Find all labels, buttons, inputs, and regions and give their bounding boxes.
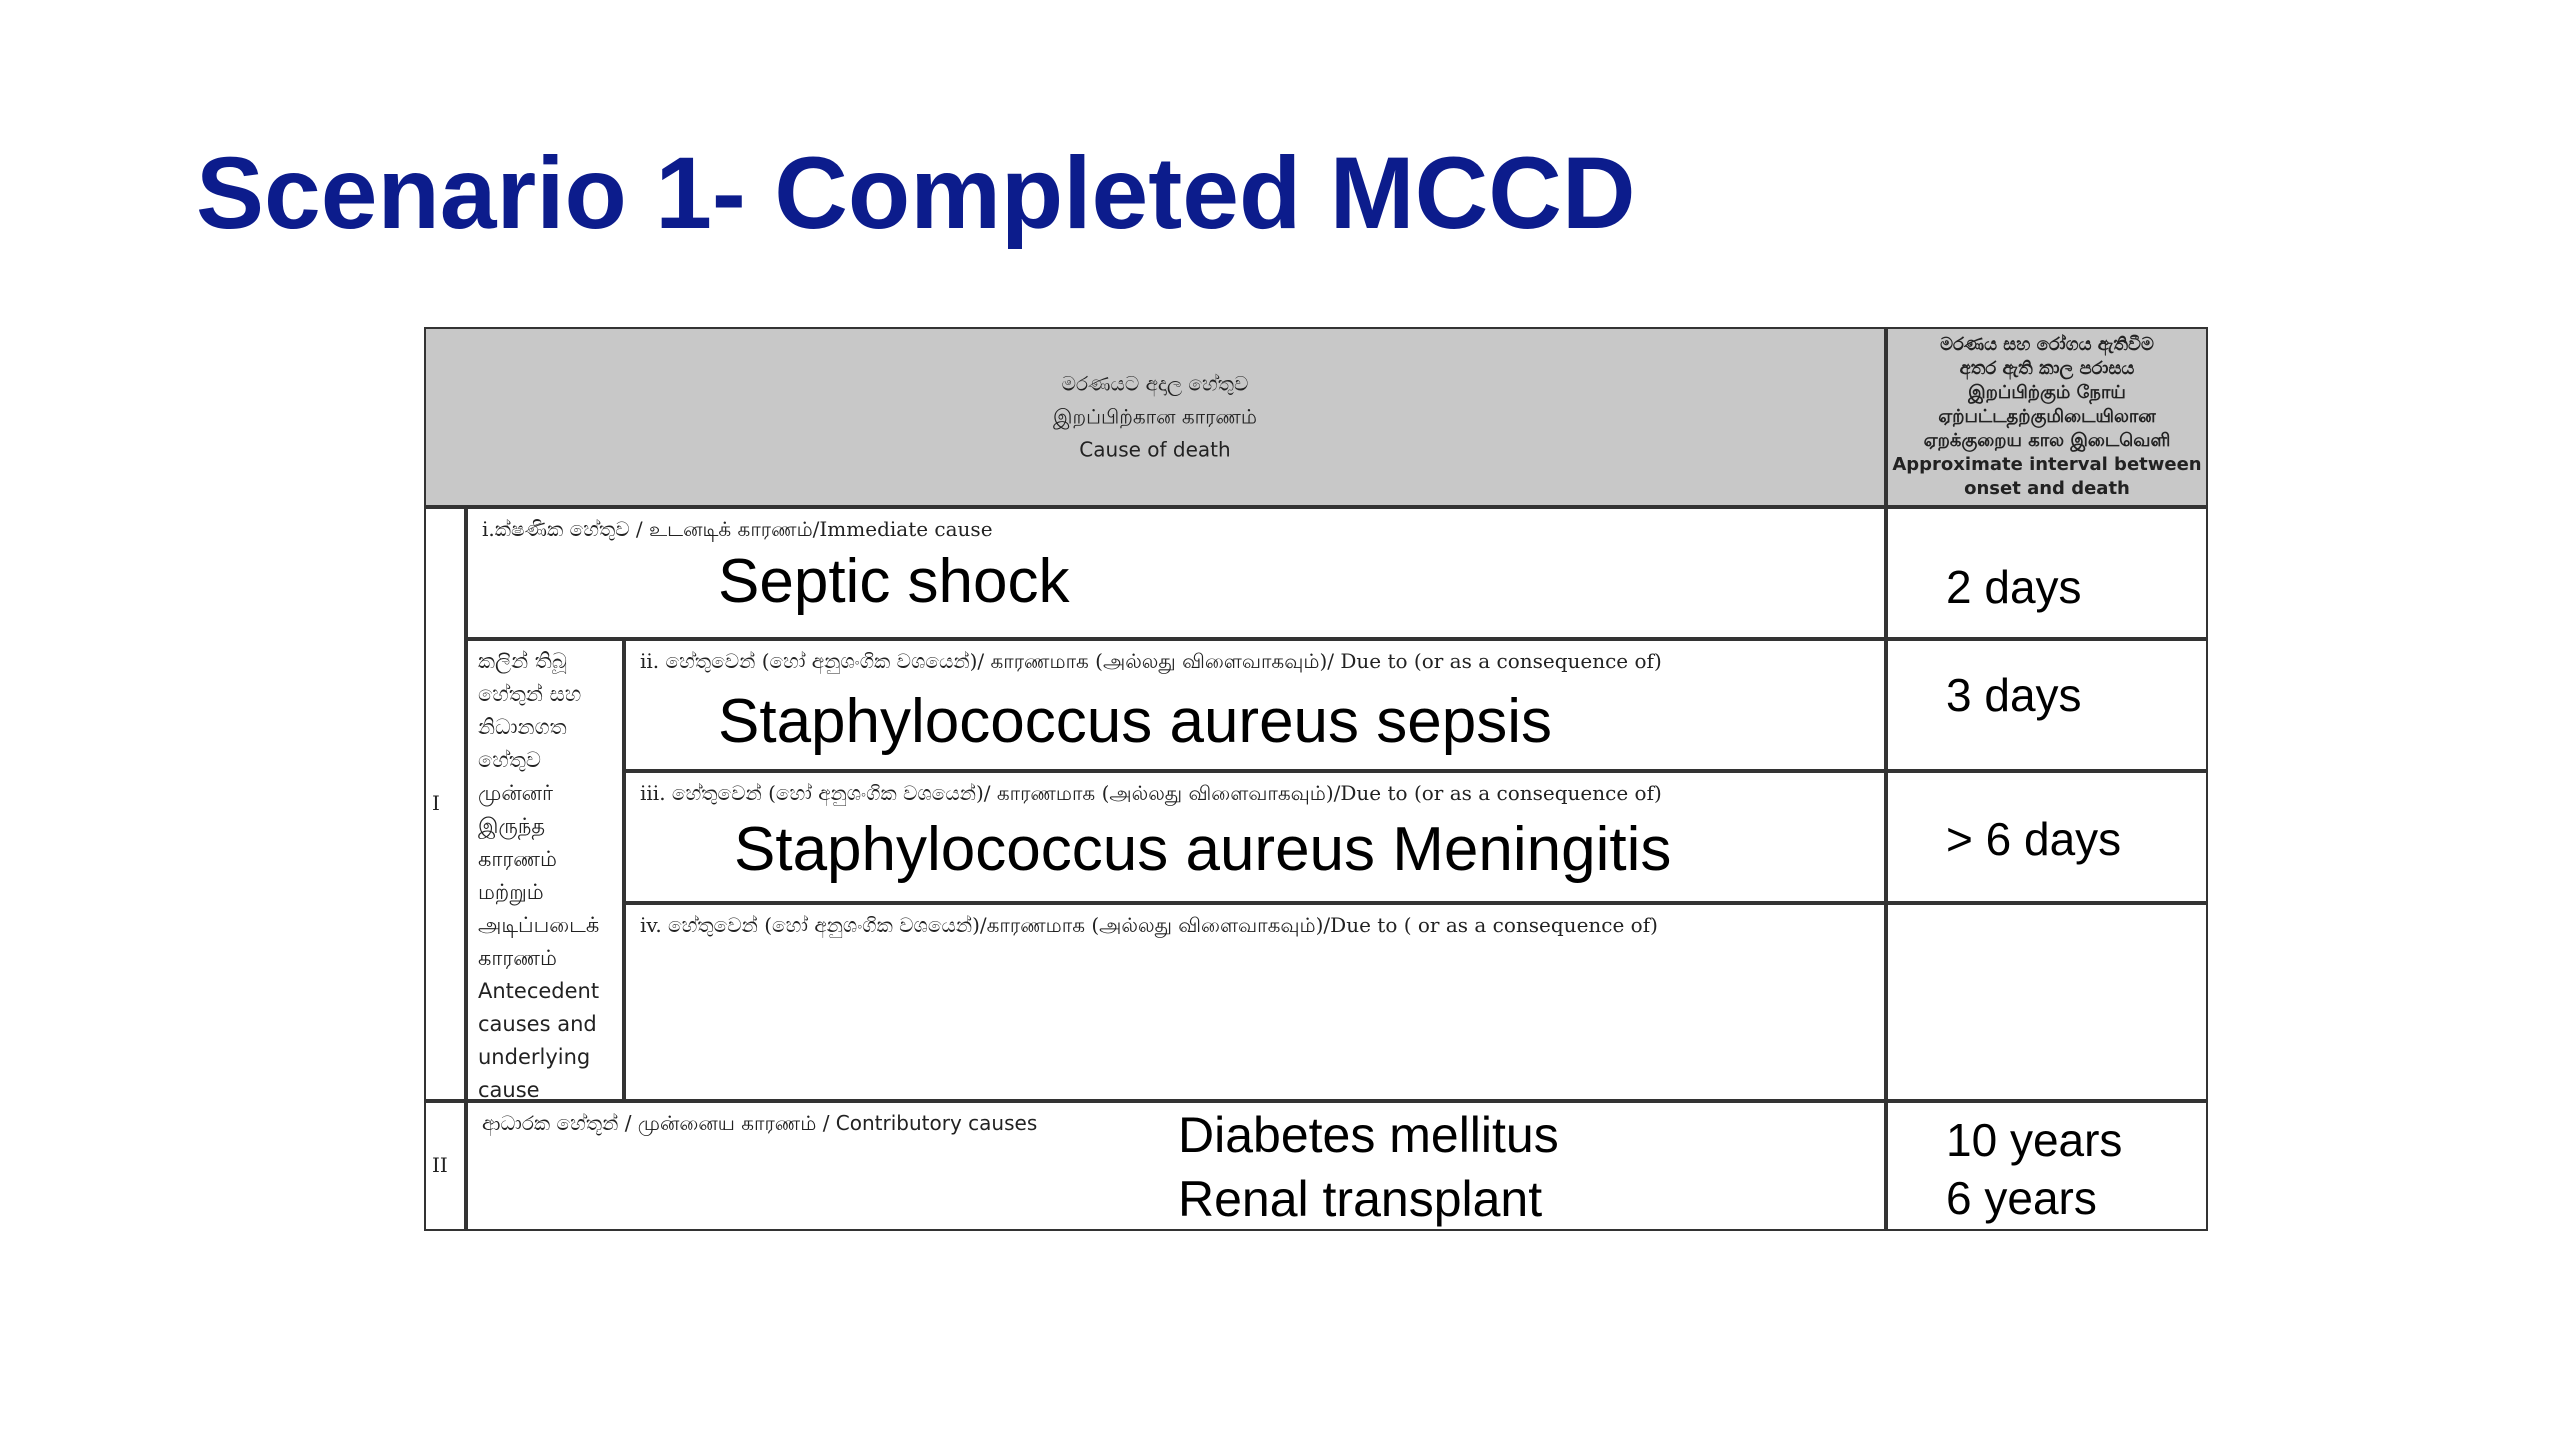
antecedent-label-line: Antecedent <box>478 979 600 1003</box>
interval-header <box>1886 327 2208 507</box>
contributory-cause-entry: Diabetes mellitus <box>1178 1107 1559 1163</box>
antecedent-cause-ii-entry: Staphylococcus aureus sepsis <box>718 687 1553 756</box>
antecedent-cause-iv-cell <box>624 903 1886 1101</box>
antecedent-label-line: முன்னர் <box>478 781 554 805</box>
antecedent-label-line: காரணம் <box>478 946 557 970</box>
antecedent-label-line: නිධානගත <box>478 715 567 739</box>
part-one-label-cell <box>424 507 466 1101</box>
antecedent-label-cell <box>466 639 624 1101</box>
slide-title: Scenario 1- Completed MCCD <box>196 136 1636 250</box>
antecedent-cause-iii-entry: Staphylococcus aureus Meningitis <box>734 815 1672 884</box>
immediate-cause-entry: Septic shock <box>718 547 1070 616</box>
antecedent-interval-iii-cell <box>1886 771 2208 903</box>
antecedent-label-line: හේතුව <box>478 748 541 772</box>
interval-header-line: onset and death <box>1964 478 2130 499</box>
header-line-english: Cause of death <box>1079 437 1231 462</box>
antecedent-cause-iii-label: iii. හේතුවෙන් (හෝ අනුශංගික වශයෙන්)/ காரணமாக (அல்லது விளைவாகவும்)/Due to (or as a consequence of) <box>640 781 1662 805</box>
contributory-interval-cell <box>1886 1101 2208 1231</box>
part-two-label: II <box>432 1153 448 1177</box>
contributory-interval: 10 years <box>1946 1114 2123 1166</box>
interval-header-line: අතර ඇති කාල පරාසය <box>1959 358 2135 379</box>
antecedent-label-line: இருந்த <box>478 814 546 838</box>
interval-header-line: ஏறக்குறைய கால இடைவெளி <box>1923 430 2171 451</box>
contributory-causes-cell <box>466 1101 1886 1231</box>
antecedent-cause-iv-label: iv. හේතුවෙන් (හෝ අනුශංගික වශයෙන්)/காரணமாக (அல்லது விளைவாகவும்)/Due to ( or as a consequence of) <box>640 913 1658 937</box>
antecedent-cause-ii-cell <box>624 639 1886 771</box>
interval-header-line: ஏற்பட்டதற்குமிடையிலான <box>1938 406 2156 427</box>
antecedent-label-line: மற்றும் <box>478 880 544 904</box>
interval-header-line: Approximate interval between <box>1892 454 2202 475</box>
antecedent-label-line: හේතුන් සහ <box>478 682 582 706</box>
antecedent-interval-ii-cell <box>1886 639 2208 771</box>
part-one-label: I <box>432 791 440 815</box>
antecedent-label-line: කලින් තිබූ <box>478 649 567 673</box>
antecedent-label-line: causes and <box>478 1012 597 1036</box>
antecedent-label-line: underlying <box>478 1045 591 1069</box>
part-two-label-cell <box>424 1101 466 1231</box>
immediate-cause-cell <box>466 507 1886 639</box>
antecedent-cause-iii-cell <box>624 771 1886 903</box>
contributory-cause-entry: Renal transplant <box>1178 1171 1543 1227</box>
immediate-interval-cell <box>1886 507 2208 639</box>
header-line-sinhala: මරණයට අදාල හේතුව <box>1061 371 1249 396</box>
immediate-interval: 2 days <box>1946 561 2082 613</box>
header-line-tamil: இறப்பிற்கான காரணம் <box>1053 404 1257 429</box>
mccd-cause-of-death-table <box>425 328 2208 1231</box>
immediate-cause-label: i.ක්ෂණික හේතුව / உடனடிக் காரணம்/Immediate cause <box>482 517 993 541</box>
antecedent-label-line: அடிப்படைக் <box>478 913 600 937</box>
antecedent-label-line: காரணம் <box>478 847 557 871</box>
antecedent-label-line: cause <box>478 1078 540 1101</box>
antecedent-cause-ii-label: ii. හේතුවෙන් (හෝ අනුශංගික වශයෙන්)/ காரணமாக (அல்லது விளைவாகவும்)/ Due to (or as a consequence of) <box>640 649 1662 673</box>
antecedent-interval-iii: > 6 days <box>1946 813 2122 865</box>
antecedent-interval-iv-cell <box>1886 903 2208 1101</box>
antecedent-interval-ii: 3 days <box>1946 669 2082 721</box>
contributory-interval: 6 years <box>1946 1172 2097 1224</box>
interval-header-line: இறப்பிற்கும் நோய் <box>1968 382 2126 403</box>
contributory-causes-label: ආධාරක හේතූන් / முன்னைய காரணம் / Contributory causes <box>482 1111 1038 1135</box>
interval-header-line: මරණය සහ රෝගය ඇතිවීම <box>1940 334 2154 355</box>
cause-of-death-header <box>424 327 1886 507</box>
